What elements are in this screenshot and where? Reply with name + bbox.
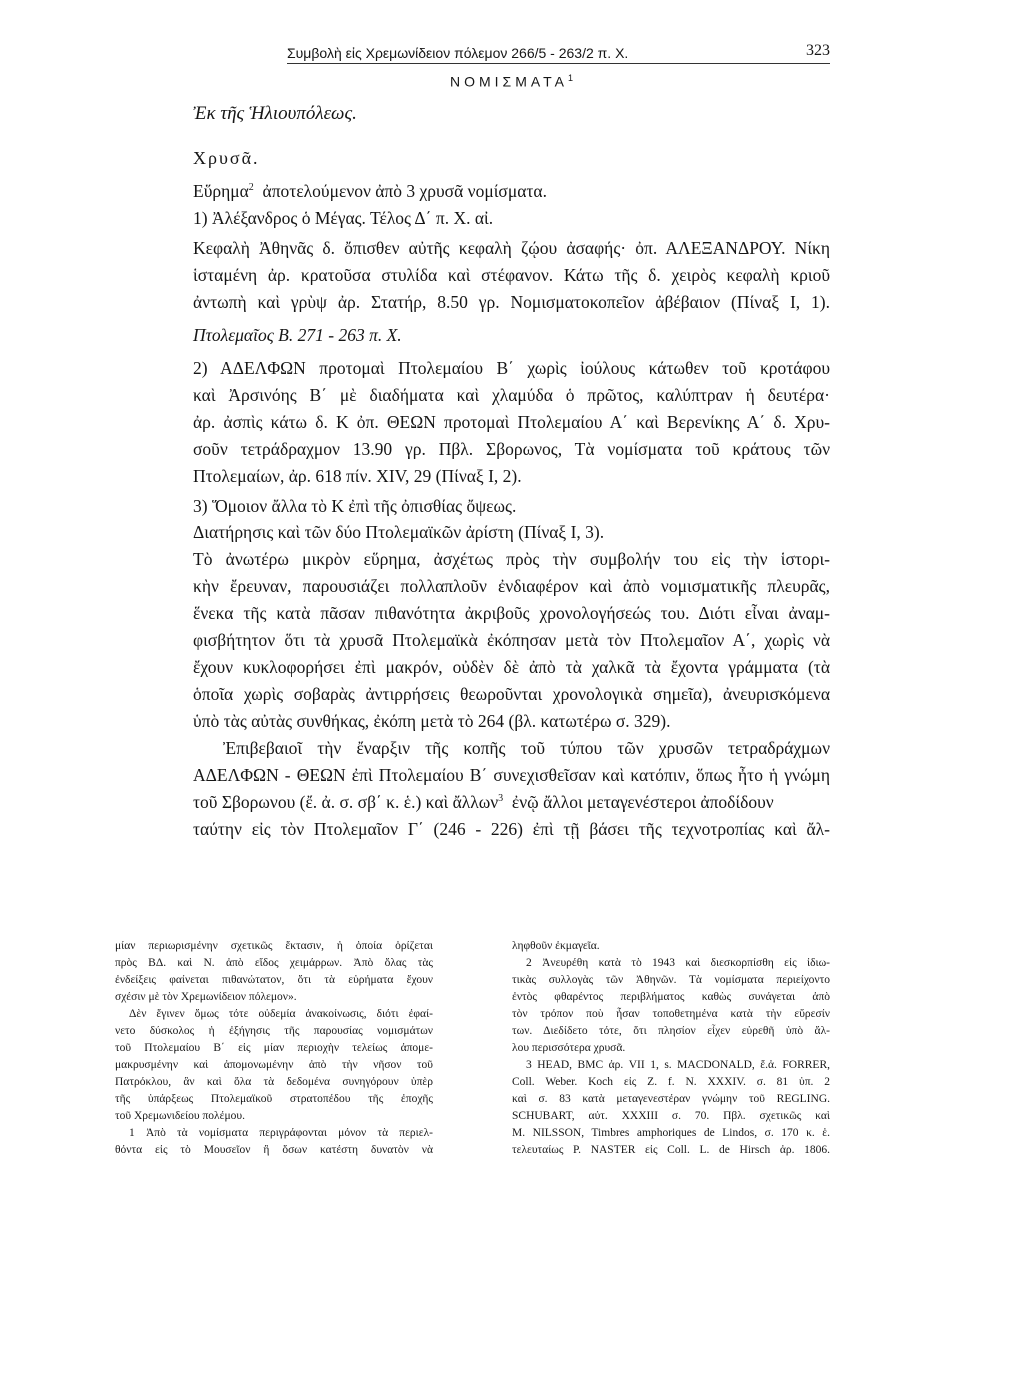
metal-heading: Χρυσᾶ. xyxy=(193,148,260,168)
body-line-8: καὶ Ἀρσινόης Β΄ μὲ διαδήματα καὶ χλαμύδα ὁ πρῶτος, καλύπτραν ἡ δευτέρα· xyxy=(193,385,830,405)
body-line-5: ἀντωπὴ καὶ γρὺψ ἀρ. Στατήρ, 8.50 γρ. Νομισματοκοπεῖον ἀβέβαιον (Πίναξ Ι, 1). xyxy=(193,292,830,312)
footnote-left-5: νετο δύσκολος ἡ ἐξήγησις τῆς παρουσίας νομισμάτων xyxy=(115,1025,433,1037)
body-line xyxy=(193,791,774,813)
footnote-right-5: των. Διεδίδετο τότε, ὅτι πλησίον εἶχεν εὑρεθῆ ὑπὸ ἄλ- xyxy=(512,1025,830,1037)
footnote-left-10: τοῦ Χρεμωνιδείου πολέμου. xyxy=(115,1110,245,1122)
footnote-left-12: θόντα εἰς τὸ Μουσεῖον ἢ ὅσων κατέστη δυνατὸν νὰ xyxy=(115,1144,433,1156)
body-line-20: ὑπὸ τὰς αὐτὰς συνθήκας, ἐκόπη μετὰ τὸ 264 (βλ. κατωτέρω σ. 329). xyxy=(193,711,671,731)
footnote-right-3: ἐντὸς φθαρέντος περιβλήματος καθὼς συνάγεται ἀπὸ xyxy=(512,991,830,1003)
footnote-right-11: M. NILSSON, Timbres amphoriques de Lindos, σ. 170 κ. ἑ. xyxy=(512,1127,830,1139)
body-line-0: Εὕρημα xyxy=(193,181,249,201)
footnote-left-8: Πατρόκλου, ἂν καὶ ὅλα τὰ δεδομένα συνηγόρουν ὑπὲρ xyxy=(115,1076,433,1088)
footnote-left-6: τοῦ Πτολεμαίου Β΄ εἰς μίαν περιοχὴν τελείως ἀπομε- xyxy=(115,1042,433,1054)
body-line-7: 2) ΑΔΕΛΦΩΝ προτομαὶ Πτολεμαίου Β΄ χωρὶς ἰούλους κάτωθεν τοῦ κροτάφου xyxy=(193,358,830,378)
page-number: 323 xyxy=(806,42,830,59)
footnote-left-11: 1 Ἀπὸ τὰ νομίσματα περιγράφονται μόνον τὰ περιελ- xyxy=(129,1127,433,1139)
footnote-left-3: σχέσιν μὲ τὸν Χρεμωνίδειον πόλεμον». xyxy=(115,991,297,1003)
body-line-10: σοῦν τετράδραχμον 13.90 γρ. Πβλ. Σβορωνος, Τὰ νομίσματα τοῦ κράτους τῶν xyxy=(193,439,830,459)
body-line-12: 3) Ὅμοιον ἄλλα τὸ Κ ἐπὶ τῆς ὀπισθίας ὄψεως. xyxy=(193,496,517,516)
body-note-3: 3 xyxy=(498,793,504,805)
body-line-23: τοῦ Σβορωνου (ἔ. ἀ. σ. σβ΄ κ. ἑ.) καὶ ἄλλων xyxy=(193,792,499,812)
section-title xyxy=(450,73,573,90)
footnote-left-2: ἐνδείξεις φαίνεται πιθανώτατον, ὅτι τὰ εὑρήματα ἔχουν xyxy=(115,974,433,986)
footnote-right-8: Coll. Weber. Koch εἰς Z. f. N. XXXIV. σ. 81 ὑπ. 2 xyxy=(512,1076,830,1088)
body-line-16: ἕνεκα τῆς κατὰ πᾶσαν πιθανότητα ἀκριβοῦς χρονολογήσεώς του. Διότι εἶναι ἀναμ- xyxy=(193,603,830,623)
body-line xyxy=(193,180,547,202)
body-line-14: Τὸ ἀνωτέρω μικρὸν εὕρημα, ἀσχέτως πρὸς τὴν συμβολήν του εἰς τὴν ἱστορι- xyxy=(193,549,830,569)
footnote-left-0: μίαν περιωρισμένην σχετικῶς ἔκτασιν, ἡ ὁποία ὁρίζεται xyxy=(115,940,433,952)
body-note-2: 2 xyxy=(248,182,254,194)
body-line-17: φισβήτητον ὅτι τὰ χρυσᾶ Πτολεμαϊκὰ ἐκόπησαν μετὰ τὸν Πτολεμαῖον Α΄, χωρὶς νὰ xyxy=(193,630,830,650)
body-line-22: ΑΔΕΛΦΩΝ - ΘΕΩΝ ἐπὶ Πτολεμαίου Β΄ συνεχισθεῖσαν καὶ κατόπιν, ὅπως ἦτο ἡ γνώμη xyxy=(193,765,830,785)
running-head-title: Συμβολὴ εἰς Χρεμωνίδειον πόλεμον 266/5 - 263/2 π. Χ. xyxy=(287,45,629,61)
footnote-left-9: τῆς ὑπάρξεως Πτολεμαϊκοῦ στρατοπέδου τῆς ἐποχῆς xyxy=(115,1093,433,1105)
footnote-left-7: μακρυσμένην καὶ ἀπομονωμένην ἀπὸ τὴν νῆσον τοῦ xyxy=(115,1059,433,1071)
section-title-text: ΝΟΜΙΣΜΑΤΑ xyxy=(450,73,569,90)
footnote-right-9: καὶ σ. 83 κατὰ μεταγενεστέραν γνώμην τοῦ REGLING. xyxy=(512,1093,830,1105)
body-line-11: Πτολεμαίων, ἀρ. 618 πίν. XIV, 29 (Πίναξ Ι, 2). xyxy=(193,466,522,486)
body-line-3: Κεφαλὴ Ἀθηνᾶς δ. ὄπισθεν αὐτῆς κεφαλὴ ζῴου ἀσαφής· ὀπ. ΑΛΕΞΑΝΔΡΟΥ. Νίκη xyxy=(193,238,830,258)
body-line-21: Ἐπιβεβαιοῖ τὴν ἔναρξιν τῆς κοπῆς τοῦ τύπου τῶν χρυσῶν τετραδράχμων xyxy=(223,738,830,758)
footnote-right-0: ληφθοῦν ἐκμαγεῖα. xyxy=(512,940,600,952)
footnote-right-1: 2 Ἀνευρέθη κατὰ τὸ 1943 καὶ διεσκορπίσθη εἰς ἰδιω- xyxy=(526,957,830,969)
footnote-right-12: τελευταίως P. NASTER εἰς Coll. L. de Hirsch ἀρ. 1806. xyxy=(512,1144,830,1156)
body-line-25: ταύτην εἰς τὸν Πτολεμαῖον Γ΄ (246 - 226) ἐπὶ τῇ βάσει τῆς τεχνοτροπίας καὶ ἄλ- xyxy=(193,819,830,839)
body-line-15: κὴν ἔρευναν, παρουσιάζει πολλαπλοῦν ἐνδιαφέρον καὶ ἀπὸ νομισματικῆς πλευρᾶς, xyxy=(193,576,830,596)
body-line-13: Διατήρησις καὶ τῶν δύο Πτολεμαϊκῶν ἀρίστη (Πίναξ Ι, 3). xyxy=(193,522,605,542)
body-line-4: ἱσταμένη ἀρ. κρατοῦσα στυλίδα καὶ στέφανον. Κάτω τῆς δ. χειρὸς κεφαλὴ κριοῦ xyxy=(193,265,830,285)
body-line-9: ἀρ. ἀσπὶς κάτω δ. Κ ὀπ. ΘΕΩΝ προτομαὶ Πτολεμαίου Α΄ καὶ Βερενίκης Α΄ δ. Χρυ- xyxy=(193,412,830,432)
body-line-18: ἔχουν κυκλοφορήσει ἐπὶ μακρόν, οὐδὲν δὲ ἀπὸ τὰ χαλκᾶ τὰ ἔχοντα γράμματα (τὰ xyxy=(193,657,830,677)
footnote-right-10: SCHUBART, αὐτ. XXXIII σ. 70. Πβλ. σχετικῶς καὶ xyxy=(512,1110,830,1122)
footnote-right-4: τὸν τρόπον ποὺ ἦσαν τοποθετημένα κατὰ τὴν εὕρεσίν xyxy=(512,1008,830,1020)
body-line-19: ὁποῖα χωρὶς σοβαρὰς ἀντιρρήσεις θεωροῦνται χρονολογικὰ σημεῖα), ἀνευρισκόμενα xyxy=(193,684,830,704)
place-heading: Ἐκ τῆς Ἡλιουπόλεως. xyxy=(193,103,357,124)
footnote-right-2: τικὰς συλλογὰς τῶν Ἀθηνῶν. Τὰ νομίσματα περιείχοντο xyxy=(512,974,830,986)
body-line-2: 1) Ἀλέξανδρος ὁ Μέγας. Τέλος Δ΄ π. Χ. αἰ. xyxy=(193,208,494,228)
footnote-left-1: πρὸς ΒΔ. καὶ Ν. ἀπὸ εἴδος χειμάρρων. Ἀπὸ ὅλας τὰς xyxy=(115,957,433,969)
footnote-left-4: Δὲν ἔγινεν ὅμως τότε οὐδεμία ἀνακοίνωσις, διότι ἐφαί- xyxy=(129,1008,433,1020)
body-line-6: Πτολεμαῖος Β. 271 - 263 π. Χ. xyxy=(193,325,402,345)
header-rule xyxy=(287,63,830,64)
footnote-right-7: 3 HEAD, BMC ἀρ. VII 1, s. MACDONALD, ἔ.ἀ. FORRER, xyxy=(526,1059,830,1071)
footnote-right-6: λου περισσότερα χρυσᾶ. xyxy=(512,1042,626,1054)
body-line-24: ἐνῷ ἄλλοι μεταγενέστεροι ἀποδίδουν xyxy=(511,792,774,812)
body-line-1: ἀποτελούμενον ἀπὸ 3 χρυσᾶ νομίσματα. xyxy=(262,181,547,201)
section-title-note: 1 xyxy=(568,73,574,83)
